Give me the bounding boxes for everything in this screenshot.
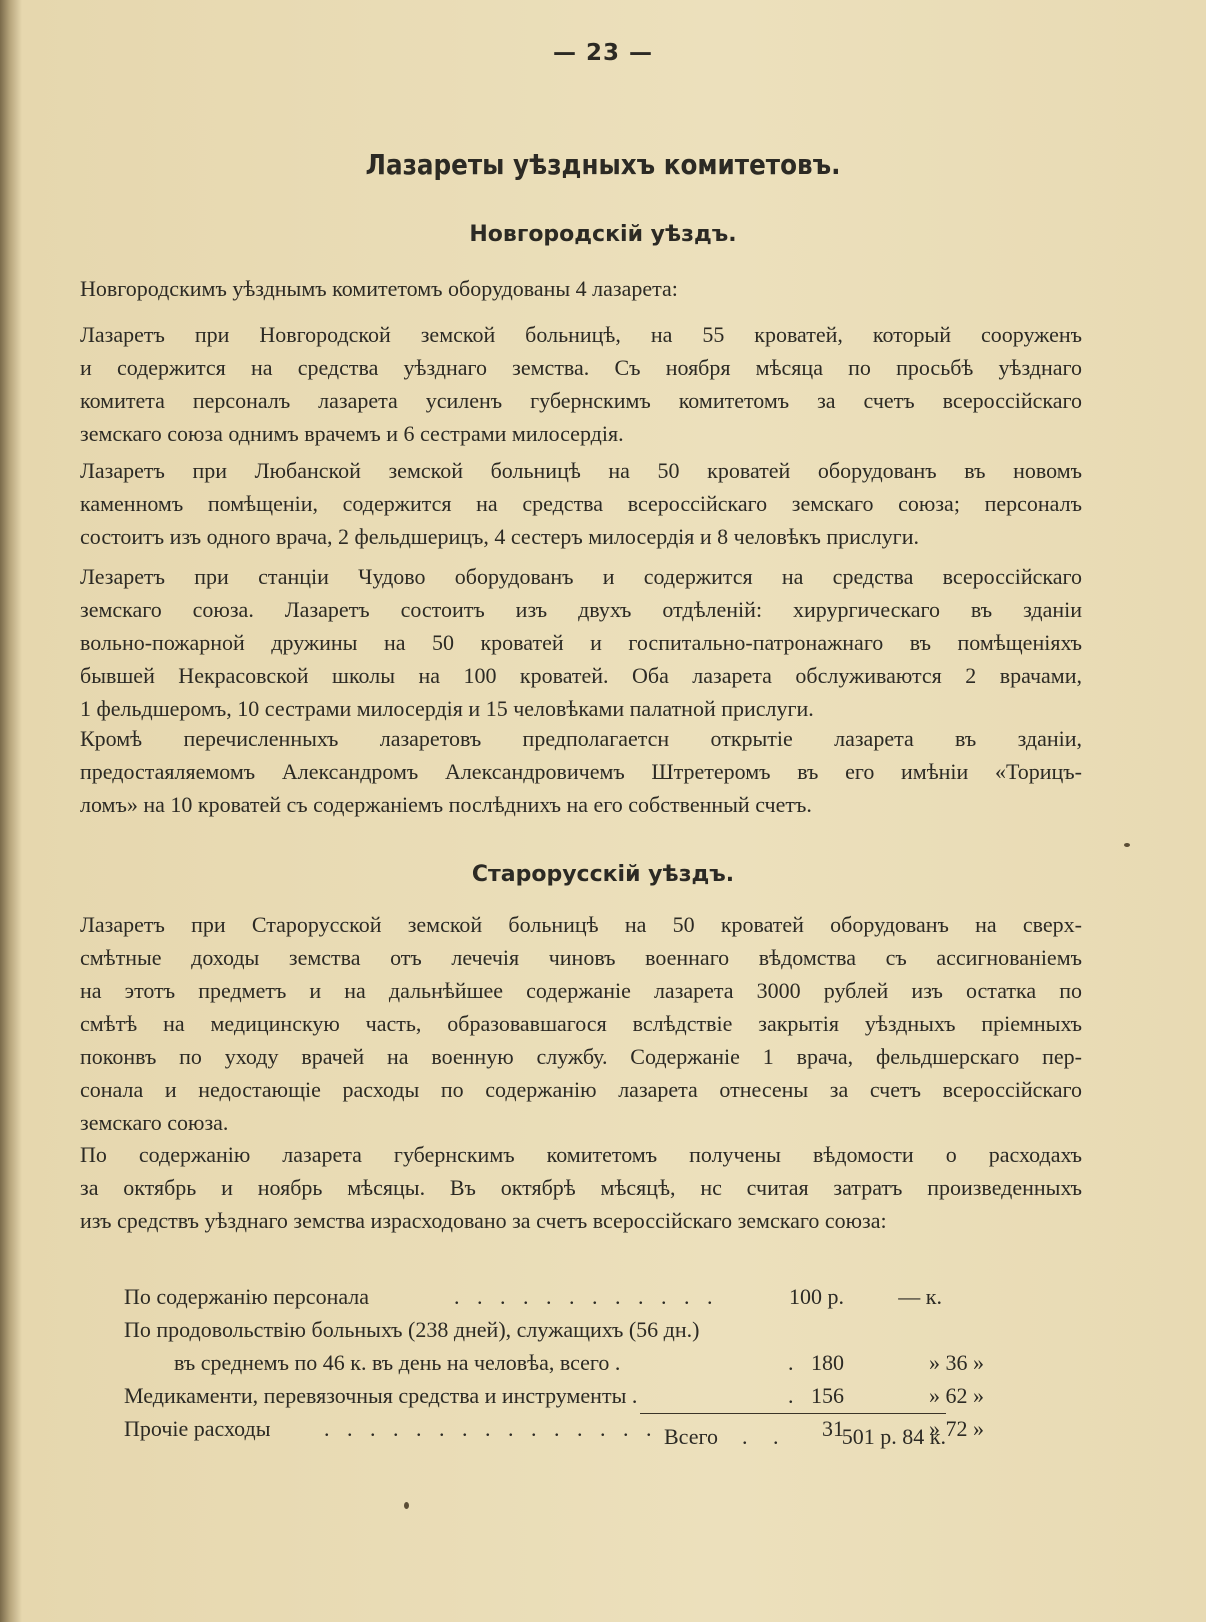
text-line: Лазаретъ при Старорусской земской больницѣ на 50 кроватей оборудованъ на сверх- [80, 912, 1082, 937]
text-line: сонала и недостающіе расходы по содержанію лазарета отнесены за счетъ всероссійскаго [80, 1077, 1082, 1102]
total-value: 501 р. 84 к. [841, 1424, 946, 1449]
total-label: Всего [664, 1424, 718, 1449]
text-line: Лазаретъ при Любанской земской больницѣ на 50 кроватей оборудованъ въ новомъ [80, 458, 1082, 483]
expense-rubles: 100 р. [789, 1284, 844, 1309]
text-line: и содержится на средства уѣзднаго земства. Съ ноября мѣсяца по просьбѣ уѣзднаго [80, 355, 1082, 380]
expense-rubles: 156 [811, 1383, 844, 1408]
expense-rubles: 180 [811, 1350, 844, 1375]
section1-paragraph-3 [80, 560, 1082, 725]
scan-speck [404, 1502, 409, 1509]
text-line: вольно-пожарной дружины на 50 кроватей и госпитально-патронажнаго въ помѣщеніяхъ [80, 630, 1082, 655]
text-line: земскаго союза. [80, 1110, 229, 1135]
text-line: земскаго союза однимъ врачемъ и 6 сестрами милосердія. [80, 421, 624, 446]
text-line: изъ средствъ уѣзднаго земства израсходовано за счетъ всероссійскаго земскаго союза: [80, 1208, 887, 1233]
expense-rubles: 31 [822, 1416, 844, 1441]
text-line: каменномъ помѣщеніи, содержится на средства всероссійскаго земскаго союза; персоналъ [80, 491, 1082, 516]
text-line: Новгородскимъ уѣзднымъ комитетомъ оборудованы 4 лазарета: [80, 276, 678, 301]
section1-intro [80, 272, 1082, 305]
text-line: По содержанію лазарета губернскимъ комитетомъ получены вѣдомости о расходахъ [80, 1142, 1082, 1167]
text-line: Лезаретъ при станціи Чудово оборудованъ и содержится на средства всероссійскаго [80, 564, 1082, 589]
expense-leader-dots: . . . . . . . . . . . . [454, 1284, 719, 1309]
text-line: бывшей Некрасовской школы на 100 кроватей. Оба лазарета обслуживаются 2 врачами, [80, 663, 1082, 688]
total-rule [640, 1413, 946, 1414]
text-line: Лазаретъ при Новгородской земской больницѣ, на 55 кроватей, который сооруженъ [80, 322, 1082, 347]
section2-paragraph-1 [80, 908, 1082, 1139]
total-leader-dots: . . [742, 1424, 789, 1449]
page-number: — 23 — [552, 40, 654, 66]
expense-row [124, 1346, 984, 1379]
text-line: 1 фельдшеромъ, 10 сестрами милосердія и 15 человѣками палатной прислуги. [80, 696, 814, 721]
text-line: Кромѣ перечисленныхъ лазаретовъ предполагаетсн открытіе лазарета въ зданіи, [80, 726, 1082, 751]
section1-paragraph-4 [80, 722, 1082, 821]
scan-speck [1124, 843, 1130, 847]
text-line: смѣтные доходы земства отъ лечечія чиновъ военнаго вѣдомства съ ассигнованіемъ [80, 945, 1082, 970]
text-line: смѣтѣ на медицинскую часть, образовавшагося вслѣдствіе закрытія уѣздныхъ пріемныхъ [80, 1011, 1082, 1036]
section-title-novgorod: Новгородскій уѣздъ. [469, 222, 737, 247]
expense-row [124, 1379, 984, 1412]
expense-label: По содержанію персонала [124, 1284, 370, 1309]
expense-label: въ среднемъ по 46 к. въ день на человѣа, всего . [174, 1350, 621, 1375]
expense-leader-dots: . [788, 1383, 800, 1408]
text-line: комитета персоналъ лазарета усиленъ губернскимъ комитетомъ за счетъ всероссійскаго [80, 388, 1082, 413]
text-line: состоитъ изъ одного врача, 2 фельдшерицъ, 4 сестеръ милосердія и 8 человѣкъ прислуги. [80, 524, 919, 549]
expense-label: Прочіе расходы [124, 1416, 271, 1441]
section2-paragraph-2 [80, 1138, 1082, 1237]
page-title: Лазареты уѣздныхъ комитетовъ. [365, 148, 841, 181]
expense-leader-dots: . [788, 1350, 800, 1375]
section-title-staraya-russa: Старорусскій уѣздъ. [471, 862, 735, 887]
expense-label: По продовольствію больныхъ (238 дней), служащихъ (56 дн.) [124, 1317, 700, 1342]
expense-row [124, 1313, 984, 1346]
expense-kopecks: » 72 » [929, 1416, 984, 1441]
text-line: на этотъ предметъ и на дальнѣйшее содержаніе лазарета 3000 рублей изъ остатка по [80, 978, 1082, 1003]
expense-kopecks: — к. [898, 1284, 942, 1309]
expense-leader-dots: . . . . . . . . . . . . . . . [324, 1416, 658, 1441]
expense-kopecks: » 36 » [929, 1350, 984, 1375]
section1-paragraph-2 [80, 454, 1082, 553]
text-line: земскаго союза. Лазаретъ состоитъ изъ двухъ отдѣленій: хирургическаго въ зданіи [80, 597, 1082, 622]
text-line: поконвъ по уходу врачей на военную службу. Содержаніе 1 врача, фельдшерскаго пер- [80, 1044, 1082, 1069]
section1-paragraph-1 [80, 318, 1082, 450]
expense-row [124, 1280, 984, 1313]
expense-label: Медикаменти, перевязочныя средства и инструменты . [124, 1383, 638, 1408]
text-line: за октябрь и ноябрь мѣсяцы. Въ октябрѣ мѣсяцѣ, нс считая затратъ произведенныхъ [80, 1175, 1082, 1200]
expense-kopecks: » 62 » [929, 1383, 984, 1408]
text-line: предостаяляемомъ Александромъ Александровичемъ Штретеромъ въ его имѣніи «Торицъ- [80, 759, 1082, 784]
text-line: ломъ» на 10 кроватей съ содержаніемъ послѣднихъ на его собственный счетъ. [80, 792, 812, 817]
